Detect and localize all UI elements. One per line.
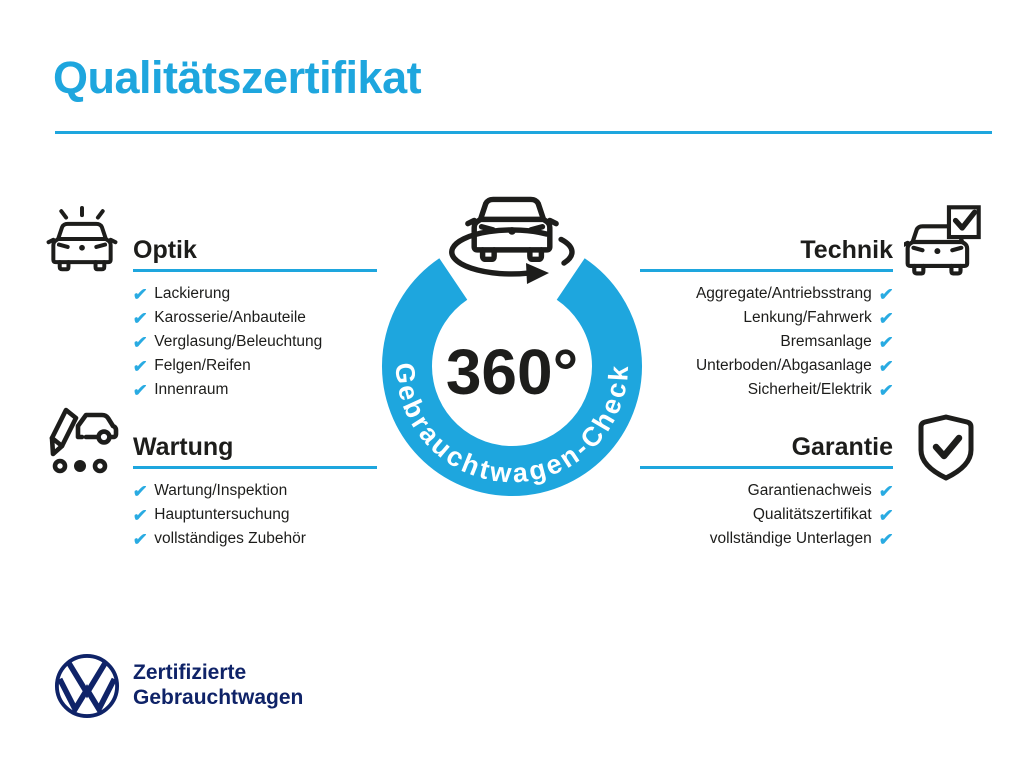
checklist-item <box>640 503 893 527</box>
checkmark-icon: ✔ <box>132 481 149 501</box>
checklist-item <box>640 527 893 551</box>
checklist-item-label: vollständige Unterlagen <box>709 530 872 547</box>
brand-text <box>133 660 303 710</box>
checklist-item <box>133 503 377 527</box>
checkmark-icon: ✔ <box>132 284 149 304</box>
checklist-item <box>133 378 377 402</box>
page-title: Qualitätszertifikat <box>53 52 422 103</box>
checklist-item-label: vollständiges Zubehör <box>154 530 306 547</box>
car-checkbox-icon <box>904 204 984 280</box>
header-divider <box>55 131 992 134</box>
checkmark-icon: ✔ <box>877 529 894 549</box>
checkmark-icon: ✔ <box>877 380 894 400</box>
brand-line-1: Zertifizierte <box>133 661 247 684</box>
section-title-wartung: Wartung <box>133 433 377 469</box>
checkmark-icon: ✔ <box>877 505 894 525</box>
checklist-item-label: Sicherheit/Elektrik <box>747 381 872 398</box>
badge-ring-label: Gebrauchtwagen-Check <box>389 361 635 489</box>
shining-car-icon <box>42 204 122 282</box>
checkmark-icon: ✔ <box>132 380 149 400</box>
checklist-item-label: Lenkung/Fahrwerk <box>743 309 872 326</box>
checklist-item <box>133 330 377 354</box>
checklist-item-label: Hauptuntersuchung <box>154 506 290 523</box>
checklist-technik <box>640 282 893 402</box>
shield-check-icon <box>914 412 978 482</box>
checklist-item-label: Unterboden/Abgasanlage <box>695 357 872 374</box>
checklist-item-label: Innenraum <box>154 381 229 398</box>
checklist-item <box>133 282 377 306</box>
checkmark-icon: ✔ <box>132 505 149 525</box>
checklist-item-label: Bremsanlage <box>780 333 872 350</box>
section-title-optik: Optik <box>133 236 377 272</box>
checkmark-icon: ✔ <box>877 481 894 501</box>
checklist-item-label: Lackierung <box>154 285 231 302</box>
checkmark-icon: ✔ <box>132 356 149 376</box>
checklist-item-label: Aggregate/Antriebsstrang <box>695 285 872 302</box>
checkmark-icon: ✔ <box>877 356 894 376</box>
car-rotation-icon <box>452 199 572 284</box>
checklist-item <box>133 306 377 330</box>
checklist-optik <box>133 282 377 402</box>
checklist-item-label: Karosserie/Anbauteile <box>154 309 306 326</box>
checklist-item <box>640 354 893 378</box>
checklist-item-label: Verglasung/Beleuchtung <box>154 333 323 350</box>
checklist-item <box>640 282 893 306</box>
checklist-garantie <box>640 479 893 551</box>
checklist-item <box>640 330 893 354</box>
checkmark-icon: ✔ <box>132 332 149 352</box>
section-title-technik: Technik <box>640 236 893 272</box>
checklist-item-label: Wartung/Inspektion <box>154 482 288 499</box>
vw-logo <box>52 651 122 721</box>
checklist-item <box>133 479 377 503</box>
checklist-item-label: Felgen/Reifen <box>154 357 251 374</box>
checklist-wartung <box>133 479 377 551</box>
checklist-item <box>640 378 893 402</box>
360-check-badge <box>372 188 652 508</box>
checkmark-icon: ✔ <box>877 284 894 304</box>
checklist-item <box>640 306 893 330</box>
pencil-car-icon <box>42 404 120 478</box>
checklist-item-label: Garantienachweis <box>747 482 872 499</box>
section-title-garantie: Garantie <box>640 433 893 469</box>
checklist-item <box>133 354 377 378</box>
checklist-item <box>133 527 377 551</box>
checkmark-icon: ✔ <box>877 308 894 328</box>
checkmark-icon: ✔ <box>877 332 894 352</box>
checkmark-icon: ✔ <box>132 529 149 549</box>
section-garantie <box>640 433 893 551</box>
section-technik <box>640 236 893 402</box>
section-optik <box>133 236 377 402</box>
badge-value: 360° <box>445 336 579 408</box>
brand-line-2: Gebrauchtwagen <box>133 686 304 709</box>
section-wartung <box>133 433 377 551</box>
checkmark-icon: ✔ <box>132 308 149 328</box>
checklist-item-label: Qualitätszertifikat <box>752 506 872 523</box>
checklist-item <box>640 479 893 503</box>
